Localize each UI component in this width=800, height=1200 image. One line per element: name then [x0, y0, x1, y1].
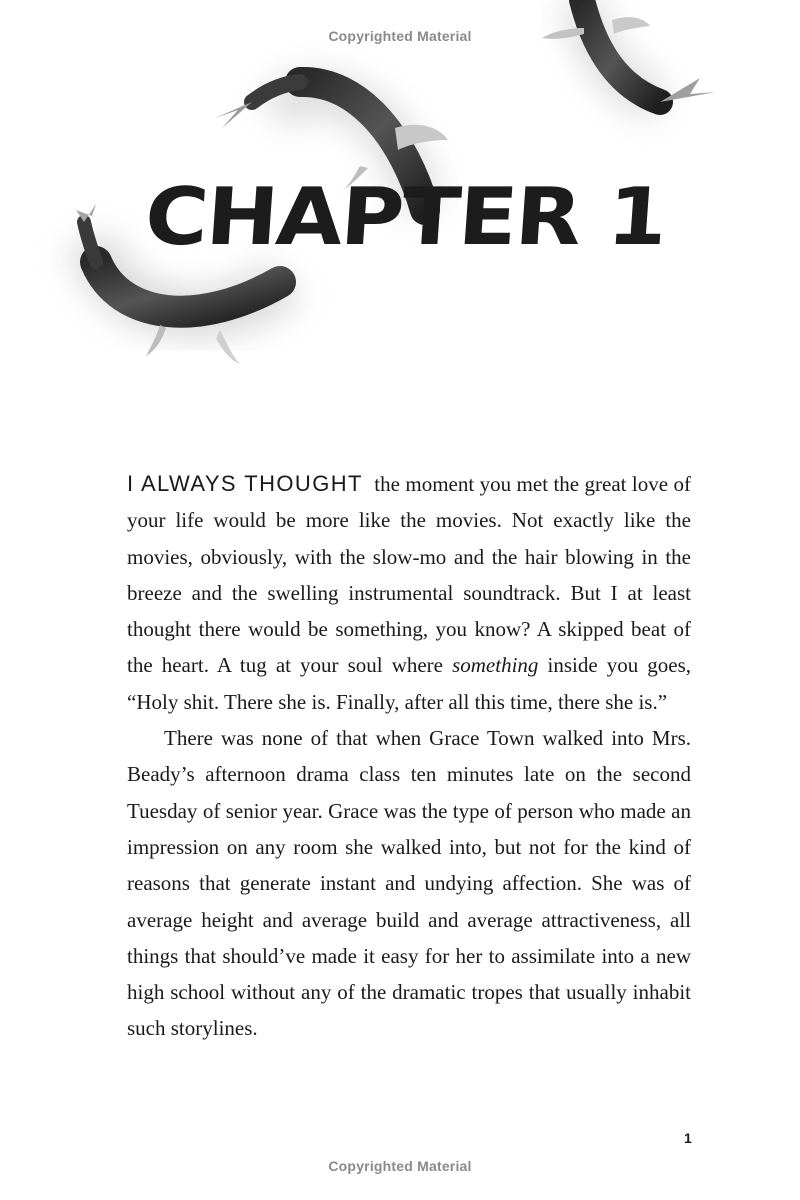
page-number: 1	[684, 1130, 692, 1146]
koi-fish-icon	[542, 0, 716, 102]
paragraph-1-text-a: the moment you met the great love of your life would be more like the movies. Not exactly like the movies, obviously, with the slow-mo and the hair blowing in the breeze and the swelling instrumental soundtrack. But I at least thought there would be something, you know? A skipped beat of the heart. A tug at your soul where	[127, 472, 692, 678]
chapter-title: CHAPTER 1	[142, 171, 669, 264]
copyright-watermark-top: Copyrighted Material	[328, 28, 472, 44]
paragraph-1	[127, 466, 691, 720]
paragraph-2: There was none of that when Grace Town walked into Mrs. Beady’s afternoon drama class ten minutes late on the second Tuesday of senior year. Grace was the type of person who made an impression on any room she walked into, but not for the kind of reasons that generate instant and undying affection. She was of average height and average build and average attractiveness, all things that should’ve made it easy for her to assimilate into a new high school without any of the dramatic tropes that usually inhabit such storylines.	[127, 726, 691, 1041]
chapter-body	[127, 466, 691, 1047]
paragraph-1-emphasis: something	[452, 653, 539, 678]
copyright-watermark-bottom: Copyrighted Material	[328, 1158, 472, 1174]
paragraph-lead-in: I ALWAYS THOUGHT	[127, 471, 363, 496]
paragraph-1-text-b: inside you goes, “Holy shit. There she is. Finally, after all this time, there she is.”	[127, 653, 692, 714]
